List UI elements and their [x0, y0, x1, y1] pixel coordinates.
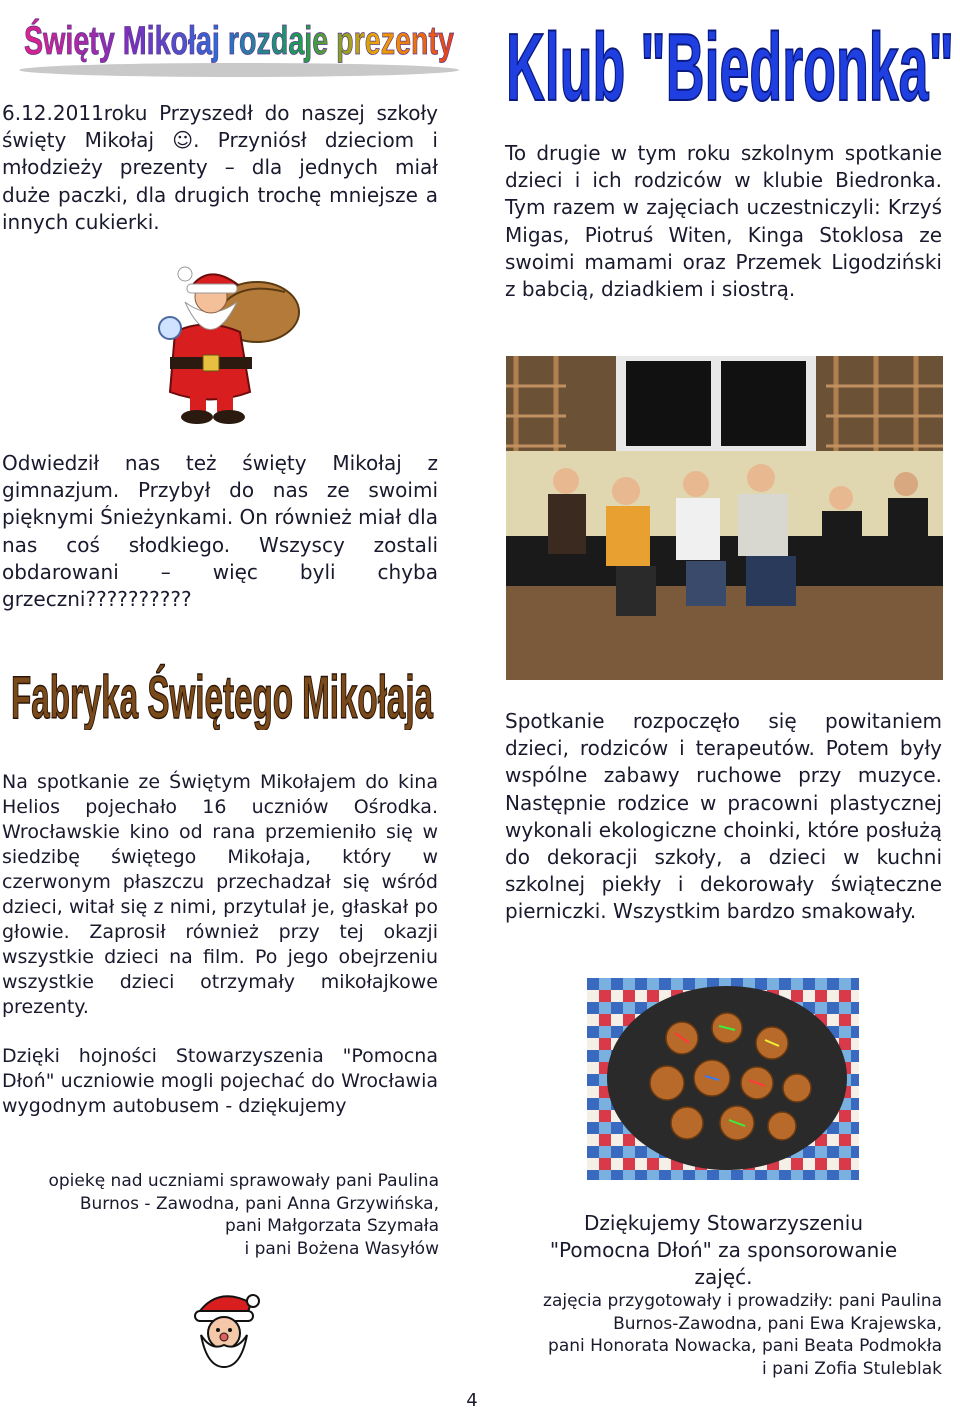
paragraph-gimnazjum: Odwiedził nas też święty Mikołaj z gimnazjum. Przybył do nas ze swoimi pięknymi Śnieżynkami. On również miał dla nas coś słodkiego. Wszyscy zostali obdarowani – więc byli chyba grzeczni?????????? [2, 451, 438, 612]
credits-zajecia-line: Burnos-Zawodna, pani Ewa Krajewska, [613, 1313, 942, 1334]
credits-opieka [2, 1170, 439, 1260]
heading-klub-biedronka [500, 0, 960, 115]
santa-with-sack-image [145, 262, 300, 424]
paragraph-spotkanie: Spotkanie rozpoczęło się powitaniem dzieci, rodziców i terapeutów. Potem były wspólne zabawy ruchowe przy muzyce. Następnie rodzice w pracowni plastycznej wykonali ekologiczne choinki, które posłużą do dekoracji szkoły, a dzieci w kuchni szkolnej piekły i dekorowały świąteczne pierniczki. Wszystkim bardzo smakowały. [505, 709, 942, 924]
santa-head-image [187, 1285, 261, 1369]
credits-zajecia-line: pani Honorata Nowacka, pani Beata Podmokła [548, 1336, 942, 1356]
credits-zajecia [505, 1290, 942, 1380]
credits-opieka-line: pani Małgorzata Szymała [224, 1216, 439, 1236]
photo-group-gym [506, 356, 943, 680]
credits-zajecia-line: i pani Zofia Stuleblak [761, 1358, 942, 1379]
credits-opieka-line: i pani Bożena Wasyłów [244, 1238, 439, 1259]
heading-mikolaj-text: Święty Mikołaj rozdaje [24, 19, 449, 63]
paragraph-thanks-sponsor: Dziękujemy Stowarzyszeniu "Pomocna Dłoń" za sponsorowanie zajęć. [549, 1211, 898, 1289]
heading-klub-text: Klub "Biedronka" [506, 14, 954, 115]
credits-zajecia-line: zajęcia przygotowały i prowadziły: pani Paulina [543, 1291, 942, 1311]
credits-opieka-line: Burnos - Zawodna, pani Anna Grzywińska, [79, 1193, 439, 1214]
paragraph-mikolaj: 6.12.2011roku Przyszedł do naszej szkoły święty Mikołaj ☺. Przyniósł dzieciom i młodzieży prezenty – dla jednych miał duże paczki, dla drugich trochę mniejsze a innych cukierki. [2, 101, 438, 234]
paragraph-dzieki: Dzięki hojności Stowarzyszenia "Pomocna Dłoń" uczniowie mogli pojechać do Wrocławia wygodnym autobusem - dziękujemy [2, 1045, 438, 1117]
page-number: 4 [466, 1390, 478, 1411]
heading-fabryka-text: Fabryka Świętego Mikołaja [11, 664, 434, 730]
credits-opieka-line: opiekę nad uczniami sprawowały pani Paulina [48, 1171, 439, 1191]
photo-gingerbread [587, 978, 859, 1180]
heading-mikolaj-prezenty [4, 2, 474, 82]
heading-fabryka [8, 638, 436, 730]
paragraph-klub: To drugie w tym roku szkolnym spotkanie dzieci i ich rodziców w klubie Biedronka. Tym razem w zajęciach uczestniczyli: Krzyś Migas, Piotruś Witen, Kinga Stoklosa ze swoimi mamami oraz Przemek Ligodziński z babcią, dziadkiem i siostrą. [505, 141, 942, 302]
paragraph-kino: Na spotkanie ze Świętym Mikołajem do kina Helios pojechało 16 uczniów Ośrodka. Wrocławskie kino od rana przemieniło się w siedzibę świętego Mikołaja, który w czerwonym płaszczu przechadzał się wśród dzieci, witał się z nimi, przytulał je, głaskał po głowie. Zaprosił również przy tej okazji wszystkie dzieci na film. Po jego obejrzeniu wszystkie dzieci otrzymały mikołajkowe prezenty. [2, 771, 438, 1018]
